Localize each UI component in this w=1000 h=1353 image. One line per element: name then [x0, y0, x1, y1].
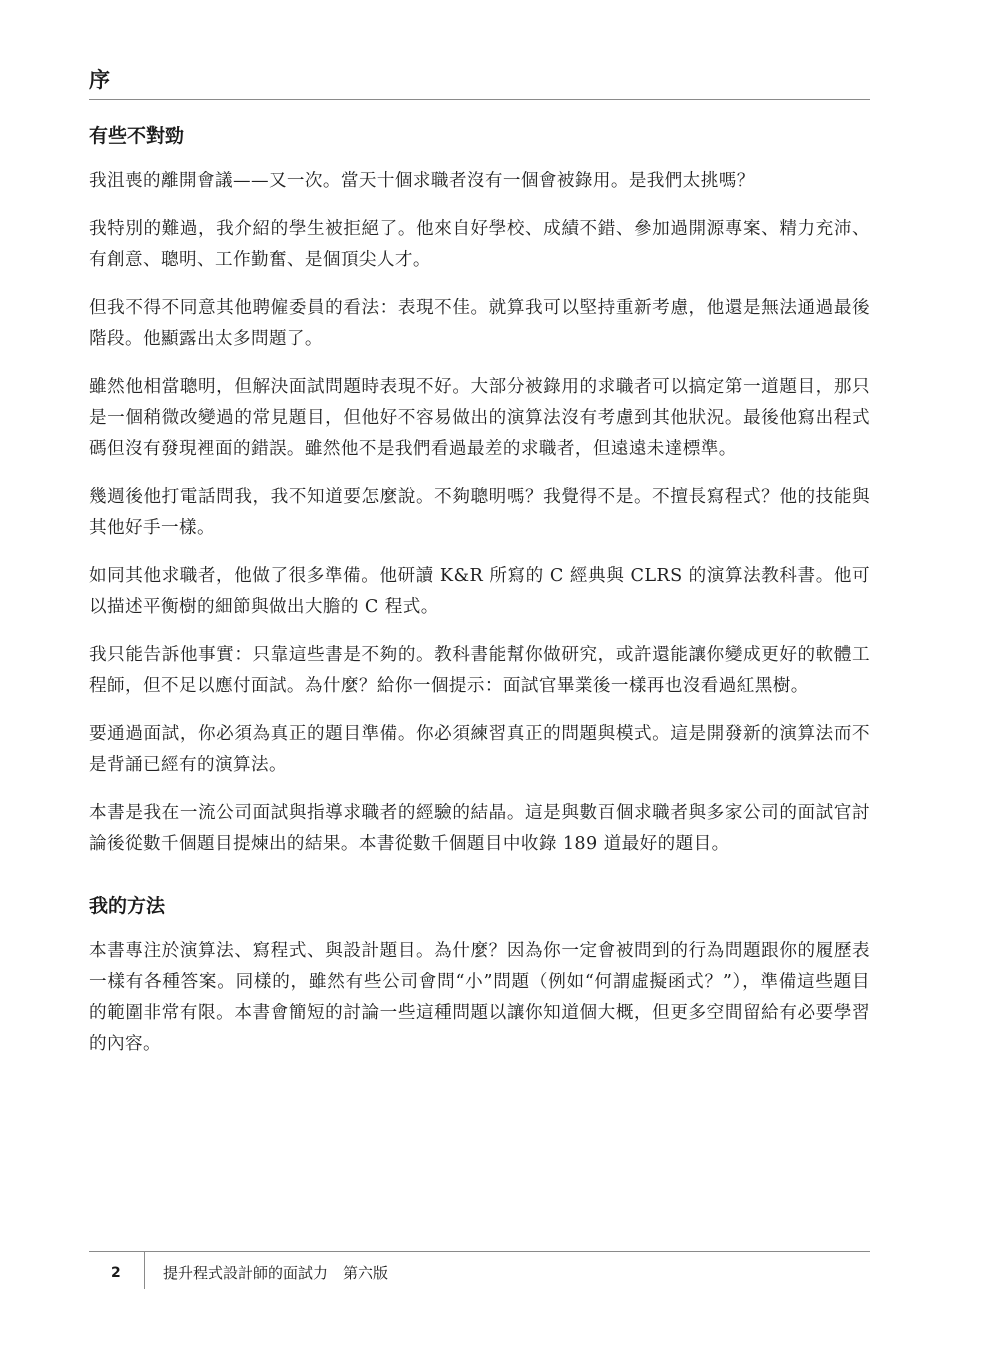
paragraph: 我沮喪的離開會議——又一次。當天十個求職者沒有一個會被錄用。是我們太挑嗎？ — [89, 171, 755, 191]
paragraph: 本書專注於演算法、寫程式、與設計題目。為什麼？因為你一定會被問到的行為問題跟你的履歷表一樣有各種答案。同樣的，雖然有些公司會問“小”問題（例如“何謂虛擬函式？”），準備這些題目的範圍非常有限。本書會簡短的討論一些這種問題以讓你知道個大概，但更多空間留給有必要學習的內容。 — [89, 941, 870, 1054]
book-page — [89, 0, 870, 1353]
running-footer-book-title: 提升程式設計師的面試力 第六版 — [163, 1264, 389, 1282]
paragraph: 本書是我在一流公司面試與指導求職者的經驗的結晶。這是與數百個求職者與多家公司的面試官討論後從數千個題目提煉出的結果。本書從數千個題目中收錄 189 道最好的題目。 — [89, 803, 870, 854]
paragraph: 我只能告訴他事實：只靠這些書是不夠的。教科書能幫你做研究，或許還能讓你變成更好的軟體工程師，但不足以應付面試。為什麼？給你一個提示：面試官畢業後一樣再也沒看過紅黑樹。 — [89, 645, 870, 696]
paragraph: 如同其他求職者，他做了很多準備。他研讀 K&R 所寫的 C 經典與 CLRS 的演算法教科書。他可以描述平衡樹的細節與做出大膽的 C 程式。 — [89, 566, 870, 617]
footer-divider — [144, 1251, 145, 1289]
paragraph: 雖然他相當聰明，但解決面試問題時表現不好。大部分被錄用的求職者可以搞定第一道題目，那只是一個稍微改變過的常見題目，但他好不容易做出的演算法沒有考慮到其他狀況。最後他寫出程式碼但沒有發現裡面的錯誤。雖然他不是我們看過最差的求職者，但遠遠未達標準。 — [89, 377, 870, 459]
paragraph: 但我不得不同意其他聘僱委員的看法：表現不佳。就算我可以堅持重新考慮，他還是無法通過最後階段。他顯露出太多問題了。 — [89, 298, 870, 349]
section-heading-something-wrong: 有些不對勁 — [89, 125, 185, 147]
section-heading-my-approach: 我的方法 — [89, 895, 166, 917]
chapter-title-rule — [89, 99, 870, 100]
chapter-title: 序 — [89, 68, 110, 92]
paragraph: 幾週後他打電話問我，我不知道要怎麼說。不夠聰明嗎？我覺得不是。不擅長寫程式？他的技能與其他好手一樣。 — [89, 487, 870, 538]
footer-rule — [89, 1251, 870, 1252]
page-content — [89, 120, 870, 1077]
paragraph: 要通過面試，你必須為真正的題目準備。你必須練習真正的問題與模式。這是開發新的演算法而不是背誦已經有的演算法。 — [89, 724, 870, 775]
paragraph: 我特別的難過，我介紹的學生被拒絕了。他來自好學校、成績不錯、參加過開源專案、精力充沛、有創意、聰明、工作勤奮、是個頂尖人才。 — [89, 219, 870, 270]
page-number: 2 — [111, 1265, 121, 1281]
